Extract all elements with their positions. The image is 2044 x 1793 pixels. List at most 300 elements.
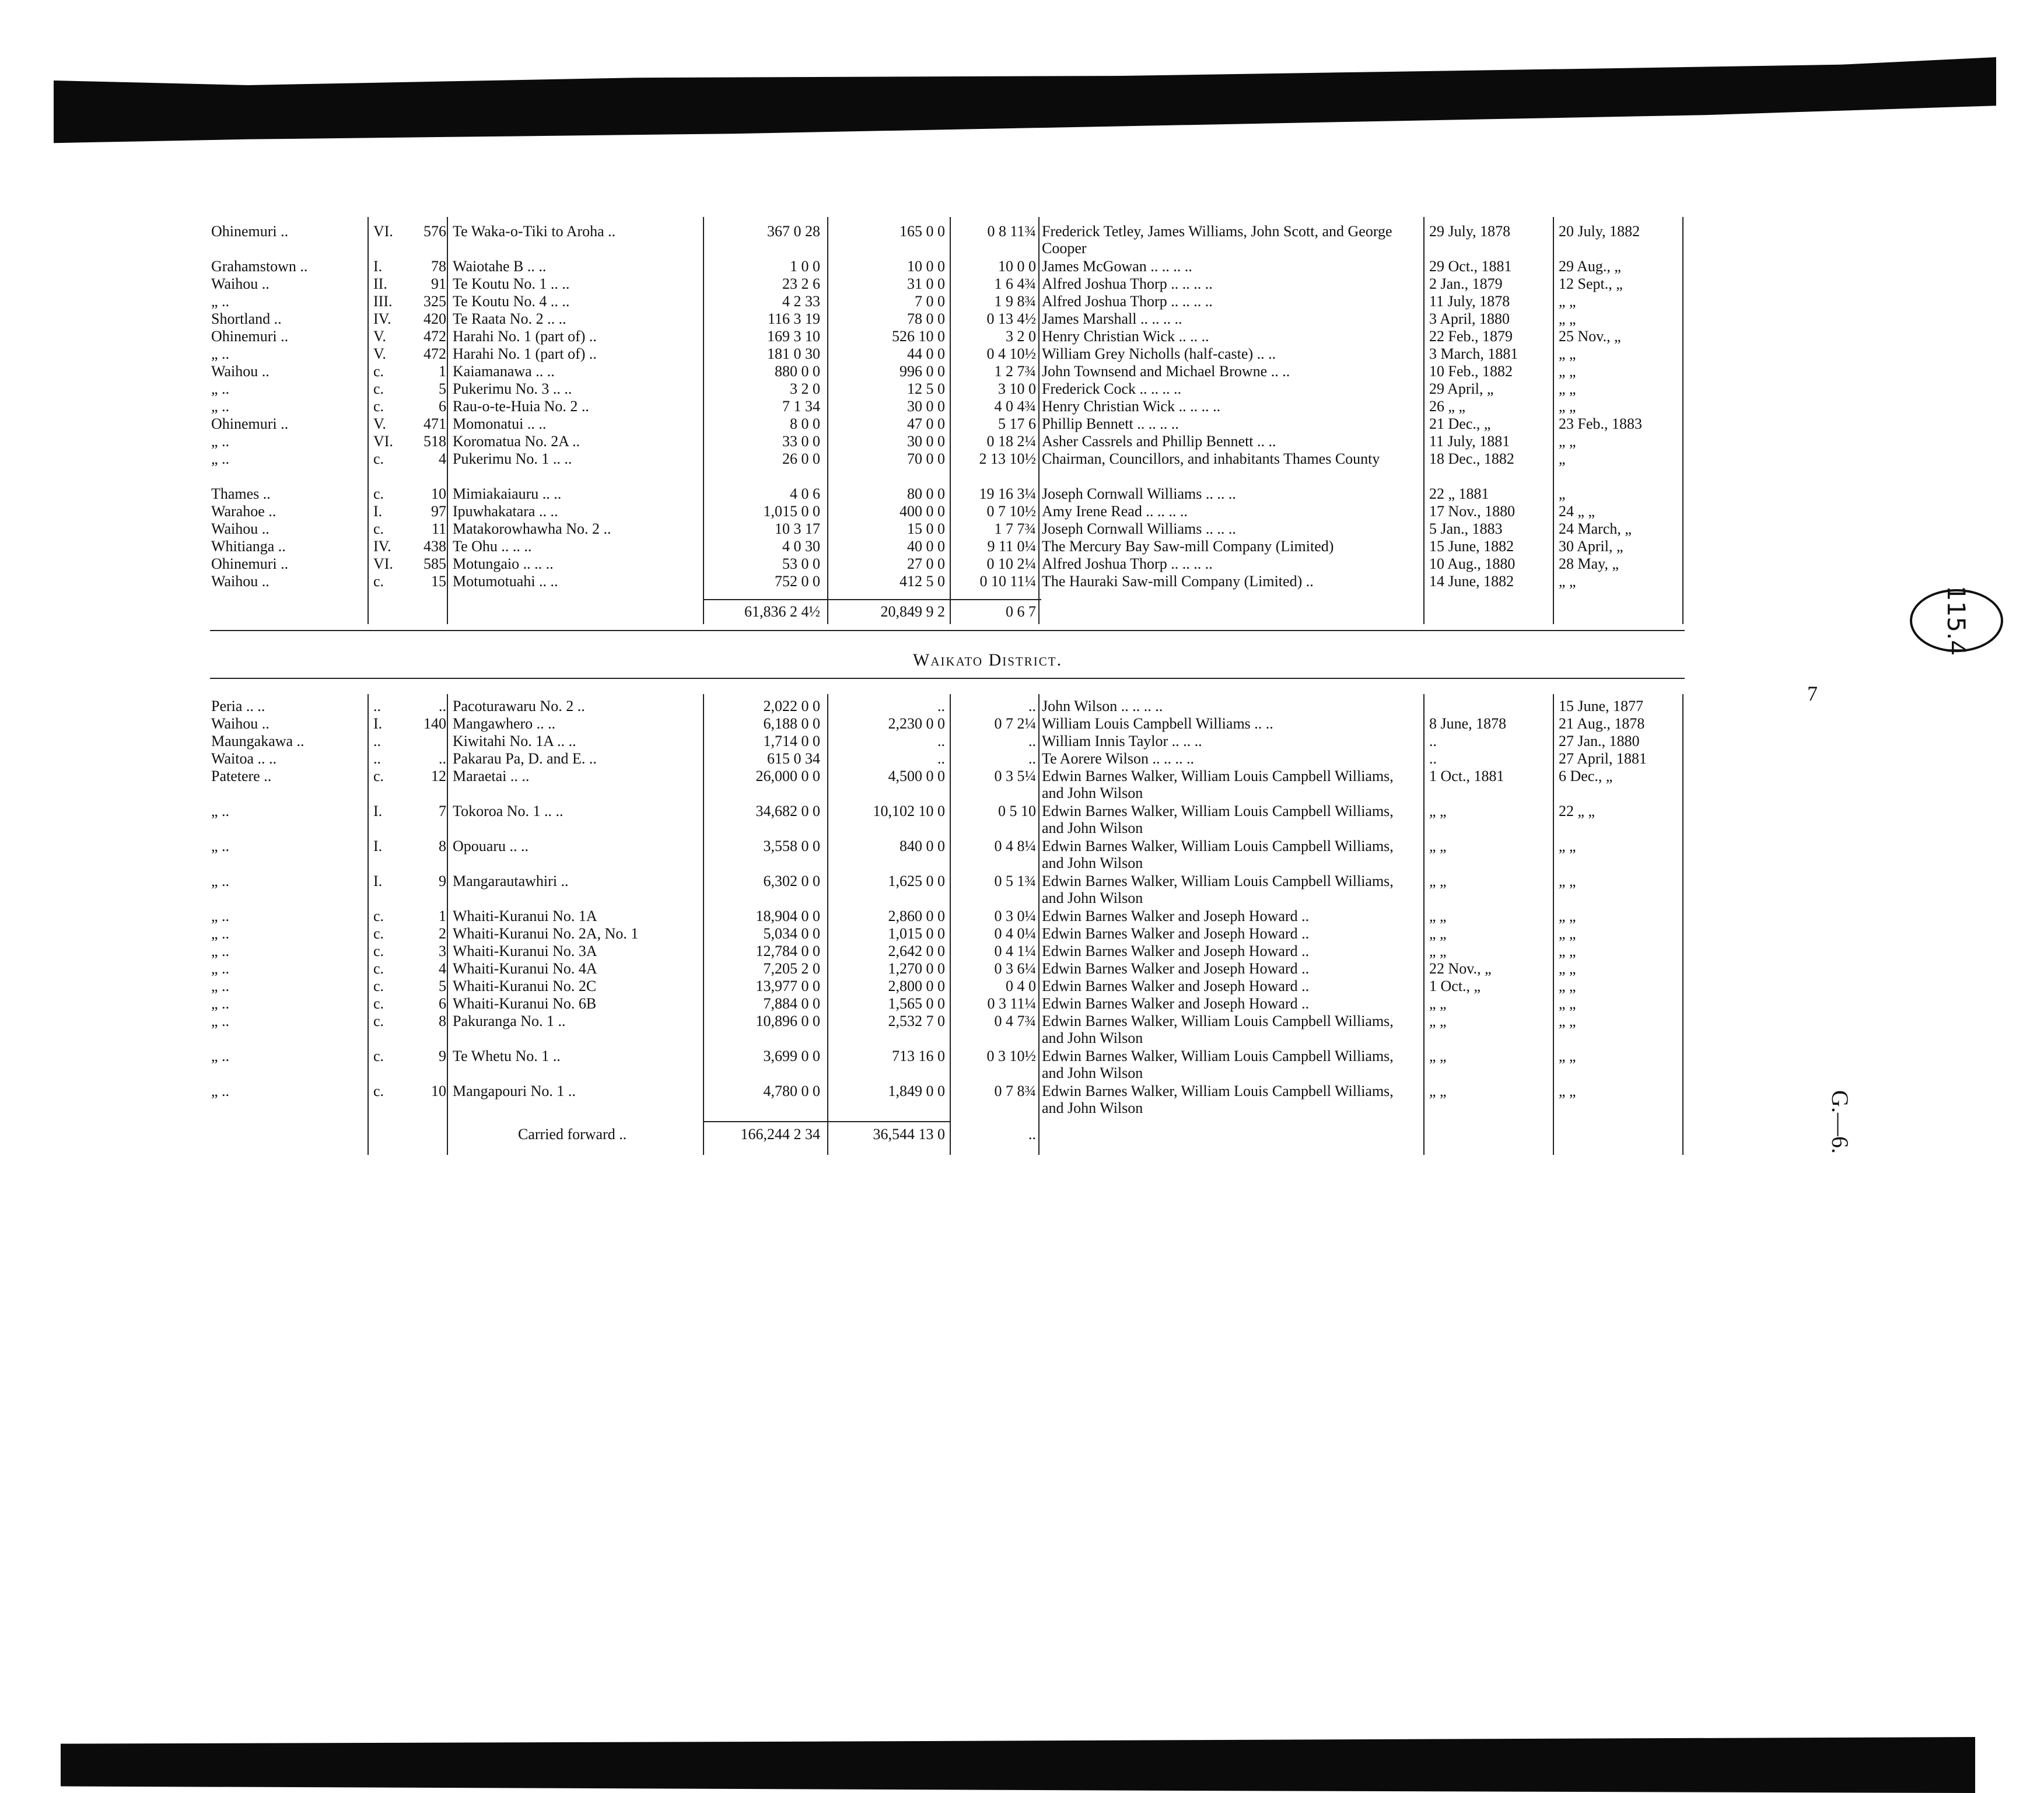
area: 5,034 0 0 <box>763 925 820 942</box>
grantee: Edwin Barnes Walker, William Louis Campbell Williams, and John Wilson <box>1042 803 1394 836</box>
purchase-money: 10 0 0 <box>907 258 945 275</box>
block-name: Te Koutu No. 1 .. .. <box>453 275 570 292</box>
price-per-acre: 0 3 10½ <box>986 1048 1036 1064</box>
area: 4 2 33 <box>782 293 820 310</box>
purchase-money: 2,230 0 0 <box>888 715 945 732</box>
date-of-deed: 2 Jan., 1879 <box>1429 275 1503 292</box>
price-per-acre: 0 4 10½ <box>986 345 1036 362</box>
date-of-deed: 8 June, 1878 <box>1429 715 1507 732</box>
grantee: John Wilson .. .. .. .. <box>1042 698 1163 715</box>
total-area: 61,836 2 4½ <box>744 603 820 620</box>
book: VI. <box>373 555 393 572</box>
date-of-deed: 11 July, 1878 <box>1429 293 1510 310</box>
date-of-registration: „ „ <box>1559 960 1576 977</box>
purchase-money: 12 5 0 <box>907 380 945 397</box>
date-of-deed: „ „ <box>1429 943 1447 959</box>
date-of-deed: 18 Dec., 1882 <box>1429 450 1514 467</box>
page-reference: G.—6. <box>1826 1090 1853 1154</box>
district: „ .. <box>211 1013 230 1029</box>
area: 23 2 6 <box>782 275 820 292</box>
folio: 11 <box>431 520 446 537</box>
book: I. <box>373 258 383 275</box>
folio: 7 <box>439 803 446 820</box>
folio: 78 <box>431 258 446 275</box>
price-per-acre: 10 0 0 <box>998 258 1036 275</box>
date-of-registration: „ „ <box>1559 873 1576 890</box>
date-of-registration: „ „ <box>1559 1083 1576 1099</box>
block-name: Mangapouri No. 1 .. <box>453 1083 576 1099</box>
area: 10,896 0 0 <box>755 1013 820 1029</box>
district: „ .. <box>211 908 230 924</box>
column-rule <box>1038 217 1040 624</box>
rule <box>703 1121 950 1122</box>
grantee: Edwin Barnes Walker and Joseph Howard .. <box>1042 943 1310 959</box>
book: I. <box>373 838 383 855</box>
column-rule <box>447 694 448 1155</box>
book: c. <box>373 363 384 380</box>
area: 752 0 0 <box>775 573 820 590</box>
folio: 8 <box>439 1013 446 1029</box>
block-name: Matakorowhawha No. 2 .. <box>453 520 611 537</box>
area: 1 0 0 <box>790 258 820 275</box>
block-name: Mangawhero .. .. <box>453 715 556 732</box>
section-title: Waikato District. <box>913 650 1063 670</box>
book: c. <box>373 995 384 1012</box>
column-rule <box>1038 694 1040 1155</box>
area: 26,000 0 0 <box>755 768 820 785</box>
folio: .. <box>439 698 446 715</box>
date-of-deed: 1 Oct., „ <box>1429 978 1481 994</box>
area: 8 0 0 <box>790 415 820 432</box>
block-name: Pakarau Pa, D. and E. .. <box>453 750 597 767</box>
folio: 6 <box>439 398 446 415</box>
area: 33 0 0 <box>782 433 820 450</box>
block-name: Whaiti-Kuranui No. 2C <box>453 978 597 994</box>
column-rule <box>950 217 951 624</box>
price-per-acre: 0 8 11¾ <box>987 223 1036 240</box>
purchase-money: 4,500 0 0 <box>888 768 945 785</box>
area: 615 0 34 <box>767 750 820 767</box>
date-of-deed: 11 July, 1881 <box>1429 433 1510 450</box>
district: „ .. <box>211 1083 230 1099</box>
folio: 4 <box>439 450 446 467</box>
folio: 472 <box>424 345 446 362</box>
grantee: Frederick Cock .. .. .. .. <box>1042 380 1182 397</box>
block-name: Pakuranga No. 1 .. <box>453 1013 566 1029</box>
block-name: Harahi No. 1 (part of) .. <box>453 345 597 362</box>
column-rule <box>1553 217 1554 624</box>
price-per-acre: 5 17 6 <box>998 415 1036 432</box>
price-per-acre: 0 4 0¼ <box>994 925 1036 942</box>
purchase-money: 1,849 0 0 <box>888 1083 945 1099</box>
price-per-acre: .. <box>1028 750 1036 767</box>
date-of-deed: 29 Oct., 1881 <box>1429 258 1512 275</box>
block-name: Tokoroa No. 1 .. .. <box>453 803 564 820</box>
grantee: Henry Christian Wick .. .. .. .. <box>1042 398 1221 415</box>
area: 53 0 0 <box>782 555 820 572</box>
column-rule <box>1682 694 1684 1155</box>
total-purchase: 20,849 9 2 <box>880 603 945 620</box>
column-rule <box>1423 694 1424 1155</box>
district: „ .. <box>211 873 230 890</box>
date-of-deed: „ „ <box>1429 1083 1447 1099</box>
table-row <box>0 873 2044 908</box>
purchase-money: 30 0 0 <box>907 398 945 415</box>
folio: 10 <box>431 485 446 502</box>
date-of-deed: 3 March, 1881 <box>1429 345 1518 362</box>
date-of-registration: „ „ <box>1559 293 1576 310</box>
price-per-acre: .. <box>1028 733 1036 750</box>
block-name: Ipuwhakatara .. .. <box>453 503 558 520</box>
date-of-deed: 10 Aug., 1880 <box>1429 555 1516 572</box>
district: „ .. <box>211 380 230 397</box>
date-of-deed: 29 April, „ <box>1429 380 1494 397</box>
grantee: Edwin Barnes Walker and Joseph Howard .. <box>1042 925 1310 942</box>
purchase-money: 412 5 0 <box>900 573 945 590</box>
block-name: Whaiti-Kuranui No. 4A <box>453 960 597 977</box>
purchase-money: 1,015 0 0 <box>888 925 945 942</box>
area: 12,784 0 0 <box>755 943 820 959</box>
folio: .. <box>439 750 446 767</box>
grantee: Joseph Cornwall Williams .. .. .. <box>1042 520 1236 537</box>
book: V. <box>373 328 386 345</box>
area: 116 3 19 <box>767 310 820 327</box>
folio: 91 <box>431 275 446 292</box>
grantee: William Innis Taylor .. .. .. <box>1042 733 1202 750</box>
purchase-money: 1,565 0 0 <box>888 995 945 1012</box>
district: Ohinemuri .. <box>211 415 289 432</box>
district: Ohinemuri .. <box>211 328 289 345</box>
grantee: John Townsend and Michael Browne .. .. <box>1042 363 1290 380</box>
folio: 8 <box>439 838 446 855</box>
date-of-deed: 21 Dec., „ <box>1429 415 1491 432</box>
date-of-registration: „ „ <box>1559 433 1576 450</box>
purchase-money: 2,532 7 0 <box>888 1013 945 1029</box>
date-of-registration: „ <box>1559 485 1566 502</box>
grantee: Edwin Barnes Walker and Joseph Howard .. <box>1042 960 1310 977</box>
section-b-table <box>0 694 2044 1161</box>
purchase-money: 526 10 0 <box>892 328 945 345</box>
column-rule <box>368 694 369 1155</box>
purchase-money: 2,860 0 0 <box>888 908 945 924</box>
district: Maungakawa .. <box>211 733 304 750</box>
book: c. <box>373 1083 384 1099</box>
grantee: The Hauraki Saw-mill Company (Limited) .. <box>1042 573 1314 590</box>
area: 13,977 0 0 <box>755 978 820 994</box>
book: VI. <box>373 433 393 450</box>
book: IV. <box>373 538 391 555</box>
block-name: Pukerimu No. 3 .. .. <box>453 380 572 397</box>
area: 181 0 30 <box>767 345 820 362</box>
district: „ .. <box>211 960 230 977</box>
block-name: Mangarautawhiri .. <box>453 873 569 890</box>
price-per-acre: 0 10 11¼ <box>979 573 1036 590</box>
book: c. <box>373 925 384 942</box>
area: 6,188 0 0 <box>763 715 820 732</box>
area: 4,780 0 0 <box>763 1083 820 1099</box>
area: 4 0 30 <box>782 538 820 555</box>
book: I. <box>373 715 383 732</box>
purchase-money: .. <box>937 750 945 767</box>
handwritten-page-number: 115.4 <box>1910 589 2003 652</box>
folio: 1 <box>439 908 446 924</box>
date-of-registration: „ „ <box>1559 995 1576 1012</box>
price-per-acre: 1 2 7¾ <box>994 363 1036 380</box>
block-name: Whaiti-Kuranui No. 6B <box>453 995 597 1012</box>
book: I. <box>373 503 383 520</box>
purchase-money: 10,102 10 0 <box>873 803 945 820</box>
date-of-registration: „ „ <box>1559 1048 1576 1064</box>
district: Waihou .. <box>211 715 270 732</box>
grantee: Chairman, Councillors, and inhabitants Thames County <box>1042 450 1380 467</box>
date-of-registration: 6 Dec., „ <box>1559 768 1613 785</box>
folio: 5 <box>439 978 446 994</box>
block-name: Rau-o-te-Huia No. 2 .. <box>453 398 589 415</box>
column-rule <box>827 694 828 1155</box>
purchase-money: 27 0 0 <box>907 555 945 572</box>
date-of-deed: 22 „ 1881 <box>1429 485 1489 502</box>
block-name: Pukerimu No. 1 .. .. <box>453 450 572 467</box>
folio: 438 <box>424 538 446 555</box>
purchase-money: 165 0 0 <box>900 223 945 240</box>
district: Ohinemuri .. <box>211 555 289 572</box>
district: Shortland .. <box>211 310 282 327</box>
block-name: Opouaru .. .. <box>453 838 528 855</box>
block-name: Te Ohu .. .. .. <box>453 538 532 555</box>
area: 18,904 0 0 <box>755 908 820 924</box>
date-of-registration: 29 Aug., „ <box>1559 258 1621 275</box>
price-per-acre: 0 7 2¼ <box>994 715 1036 732</box>
folio: 585 <box>424 555 446 572</box>
date-of-deed: 14 June, 1882 <box>1429 573 1514 590</box>
grantee: Edwin Barnes Walker, William Louis Campbell Williams, and John Wilson <box>1042 1013 1394 1046</box>
carried-forward-label: Carried forward .. <box>518 1126 627 1143</box>
price-per-acre: 9 11 0¼ <box>987 538 1036 555</box>
grantee: James Marshall .. .. .. .. <box>1042 310 1182 327</box>
district: „ .. <box>211 995 230 1012</box>
area: 1,015 0 0 <box>763 503 820 520</box>
purchase-money: 15 0 0 <box>907 520 945 537</box>
price-per-acre: 4 0 4¾ <box>994 398 1036 415</box>
book: c. <box>373 768 384 785</box>
column-rule <box>703 217 704 624</box>
district: „ .. <box>211 838 230 855</box>
folio: 140 <box>424 715 446 732</box>
rule <box>703 599 1041 600</box>
folio: 472 <box>424 328 446 345</box>
block-name: Harahi No. 1 (part of) .. <box>453 328 597 345</box>
purchase-money: 80 0 0 <box>907 485 945 502</box>
folio: 4 <box>439 960 446 977</box>
table-row <box>0 450 2044 485</box>
district: „ .. <box>211 450 230 467</box>
area: 26 0 0 <box>782 450 820 467</box>
district: „ .. <box>211 1048 230 1064</box>
grantee: Joseph Cornwall Williams .. .. .. <box>1042 485 1236 502</box>
purchase-money: 78 0 0 <box>907 310 945 327</box>
book: c. <box>373 1013 384 1029</box>
date-of-registration: 24 „ „ <box>1559 503 1595 520</box>
book: c. <box>373 960 384 977</box>
district: Ohinemuri .. <box>211 223 289 240</box>
grantee: Edwin Barnes Walker, William Louis Campbell Williams, and John Wilson <box>1042 1083 1394 1116</box>
block-name: Kaiamanawa .. .. <box>453 363 555 380</box>
grantee: Henry Christian Wick .. .. .. <box>1042 328 1209 345</box>
purchase-money: .. <box>937 698 945 715</box>
folio: 9 <box>439 873 446 890</box>
carried-forward-area: 166,244 2 34 <box>740 1126 820 1143</box>
district: Waihou .. <box>211 275 270 292</box>
date-of-deed: „ „ <box>1429 908 1447 924</box>
grantee: The Mercury Bay Saw-mill Company (Limited) <box>1042 538 1334 555</box>
block-name: Maraetai .. .. <box>453 768 530 785</box>
book: .. <box>373 698 381 715</box>
grantee: Te Aorere Wilson .. .. .. .. <box>1042 750 1194 767</box>
date-of-registration: „ „ <box>1559 943 1576 959</box>
book: V. <box>373 345 386 362</box>
price-per-acre: 0 4 1¼ <box>994 943 1036 959</box>
folio: 15 <box>431 573 446 590</box>
block-name: Mimiakaiauru .. .. <box>453 485 562 502</box>
district: Waitoa .. .. <box>211 750 276 767</box>
date-of-registration: „ „ <box>1559 908 1576 924</box>
date-of-registration: 12 Sept., „ <box>1559 275 1623 292</box>
purchase-money: 70 0 0 <box>907 450 945 467</box>
grantee: Alfred Joshua Thorp .. .. .. .. <box>1042 275 1213 292</box>
date-of-deed: „ „ <box>1429 925 1447 942</box>
date-of-registration: 27 April, 1881 <box>1559 750 1647 767</box>
area: 34,682 0 0 <box>755 803 820 820</box>
price-per-acre: 0 3 6¼ <box>994 960 1036 977</box>
grantee: Edwin Barnes Walker and Joseph Howard .. <box>1042 908 1310 924</box>
date-of-registration: „ „ <box>1559 345 1576 362</box>
date-of-deed: 29 July, 1878 <box>1429 223 1511 240</box>
purchase-money: 2,642 0 0 <box>888 943 945 959</box>
book: V. <box>373 415 386 432</box>
date-of-deed: „ „ <box>1429 1048 1447 1064</box>
area: 3,699 0 0 <box>763 1048 820 1064</box>
grantee: Alfred Joshua Thorp .. .. .. .. <box>1042 293 1213 310</box>
book: IV. <box>373 310 391 327</box>
district: „ .. <box>211 943 230 959</box>
date-of-deed: 3 April, 1880 <box>1429 310 1510 327</box>
grantee: James McGowan .. .. .. .. <box>1042 258 1192 275</box>
date-of-registration: 24 March, „ <box>1559 520 1632 537</box>
book: c. <box>373 520 384 537</box>
book: c. <box>373 450 384 467</box>
district: Grahamstown .. <box>211 258 308 275</box>
folio: 9 <box>439 1048 446 1064</box>
book: c. <box>373 398 384 415</box>
date-of-deed: 26 „ „ <box>1429 398 1466 415</box>
purchase-money: 2,800 0 0 <box>888 978 945 994</box>
date-of-registration: „ „ <box>1559 310 1576 327</box>
date-of-registration: „ „ <box>1559 573 1576 590</box>
folio: 518 <box>424 433 446 450</box>
table-row <box>0 1013 2044 1048</box>
grantee: Edwin Barnes Walker and Joseph Howard .. <box>1042 995 1310 1012</box>
book: c. <box>373 1048 384 1064</box>
grantee: Edwin Barnes Walker, William Louis Campbell Williams, and John Wilson <box>1042 768 1394 801</box>
district: „ .. <box>211 398 230 415</box>
margin-mark: 7 <box>1807 682 1818 705</box>
table-row <box>0 223 2044 258</box>
date-of-registration: 28 May, „ <box>1559 555 1619 572</box>
table-row <box>0 803 2044 838</box>
date-of-registration: „ „ <box>1559 380 1576 397</box>
folio: 3 <box>439 943 446 959</box>
date-of-deed: „ „ <box>1429 1013 1447 1029</box>
price-per-acre: 0 7 10½ <box>986 503 1036 520</box>
purchase-money: 7 0 0 <box>915 293 945 310</box>
district: „ .. <box>211 925 230 942</box>
scan-edge-bottom <box>61 1737 1975 1793</box>
district: „ .. <box>211 433 230 450</box>
column-rule <box>950 694 951 1155</box>
price-per-acre: 3 2 0 <box>1006 328 1036 345</box>
grantee: Edwin Barnes Walker, William Louis Campbell Williams, and John Wilson <box>1042 873 1394 906</box>
average-per-acre: 0 6 7 <box>1006 603 1036 620</box>
book: c. <box>373 380 384 397</box>
folio: 2 <box>439 925 446 942</box>
section-a-table <box>0 217 2044 625</box>
grantee: Edwin Barnes Walker, William Louis Campbell Williams, and John Wilson <box>1042 838 1394 871</box>
area: 7 1 34 <box>782 398 820 415</box>
grantee: Asher Cassrels and Phillip Bennett .. .. <box>1042 433 1276 450</box>
date-of-registration: „ „ <box>1559 398 1576 415</box>
price-per-acre: 0 3 0¼ <box>994 908 1036 924</box>
folio: 10 <box>431 1083 446 1099</box>
date-of-deed: 15 June, 1882 <box>1429 538 1514 555</box>
area: 169 3 10 <box>767 328 820 345</box>
book: II. <box>373 275 387 292</box>
section-divider <box>210 678 1685 679</box>
grantee: Amy Irene Read .. .. .. .. <box>1042 503 1188 520</box>
block-name: Te Waka-o-Tiki to Aroha .. <box>453 223 616 240</box>
price-per-acre: 0 5 10 <box>998 803 1036 820</box>
table-row <box>0 838 2044 873</box>
date-of-registration: „ „ <box>1559 925 1576 942</box>
grantee: Frederick Tetley, James Williams, John Scott, and George Cooper <box>1042 223 1392 257</box>
date-of-registration: 23 Feb., 1883 <box>1559 415 1642 432</box>
date-of-registration: „ „ <box>1559 978 1576 994</box>
grantee: William Louis Campbell Williams .. .. <box>1042 715 1273 732</box>
section-divider <box>210 630 1685 631</box>
book: .. <box>373 750 381 767</box>
folio: 1 <box>439 363 446 380</box>
purchase-money: 30 0 0 <box>907 433 945 450</box>
column-rule <box>827 217 828 624</box>
price-per-acre: 19 16 3¼ <box>979 485 1036 502</box>
date-of-deed: „ „ <box>1429 803 1447 820</box>
district: Patetere .. <box>211 768 272 785</box>
table-row <box>0 768 2044 803</box>
purchase-money: .. <box>937 733 945 750</box>
block-name: Whaiti-Kuranui No. 1A <box>453 908 597 924</box>
folio: 5 <box>439 380 446 397</box>
folio: 12 <box>431 768 446 785</box>
district: „ .. <box>211 978 230 994</box>
purchase-money: 40 0 0 <box>907 538 945 555</box>
purchase-money: 44 0 0 <box>907 345 945 362</box>
price-per-acre: 0 4 8¼ <box>994 838 1036 855</box>
area: 3 2 0 <box>790 380 820 397</box>
district: „ .. <box>211 803 230 820</box>
folio: 471 <box>424 415 446 432</box>
date-of-deed: 22 Feb., 1879 <box>1429 328 1513 345</box>
grantee: Edwin Barnes Walker, William Louis Campbell Williams, and John Wilson <box>1042 1048 1394 1081</box>
folio: 420 <box>424 310 446 327</box>
